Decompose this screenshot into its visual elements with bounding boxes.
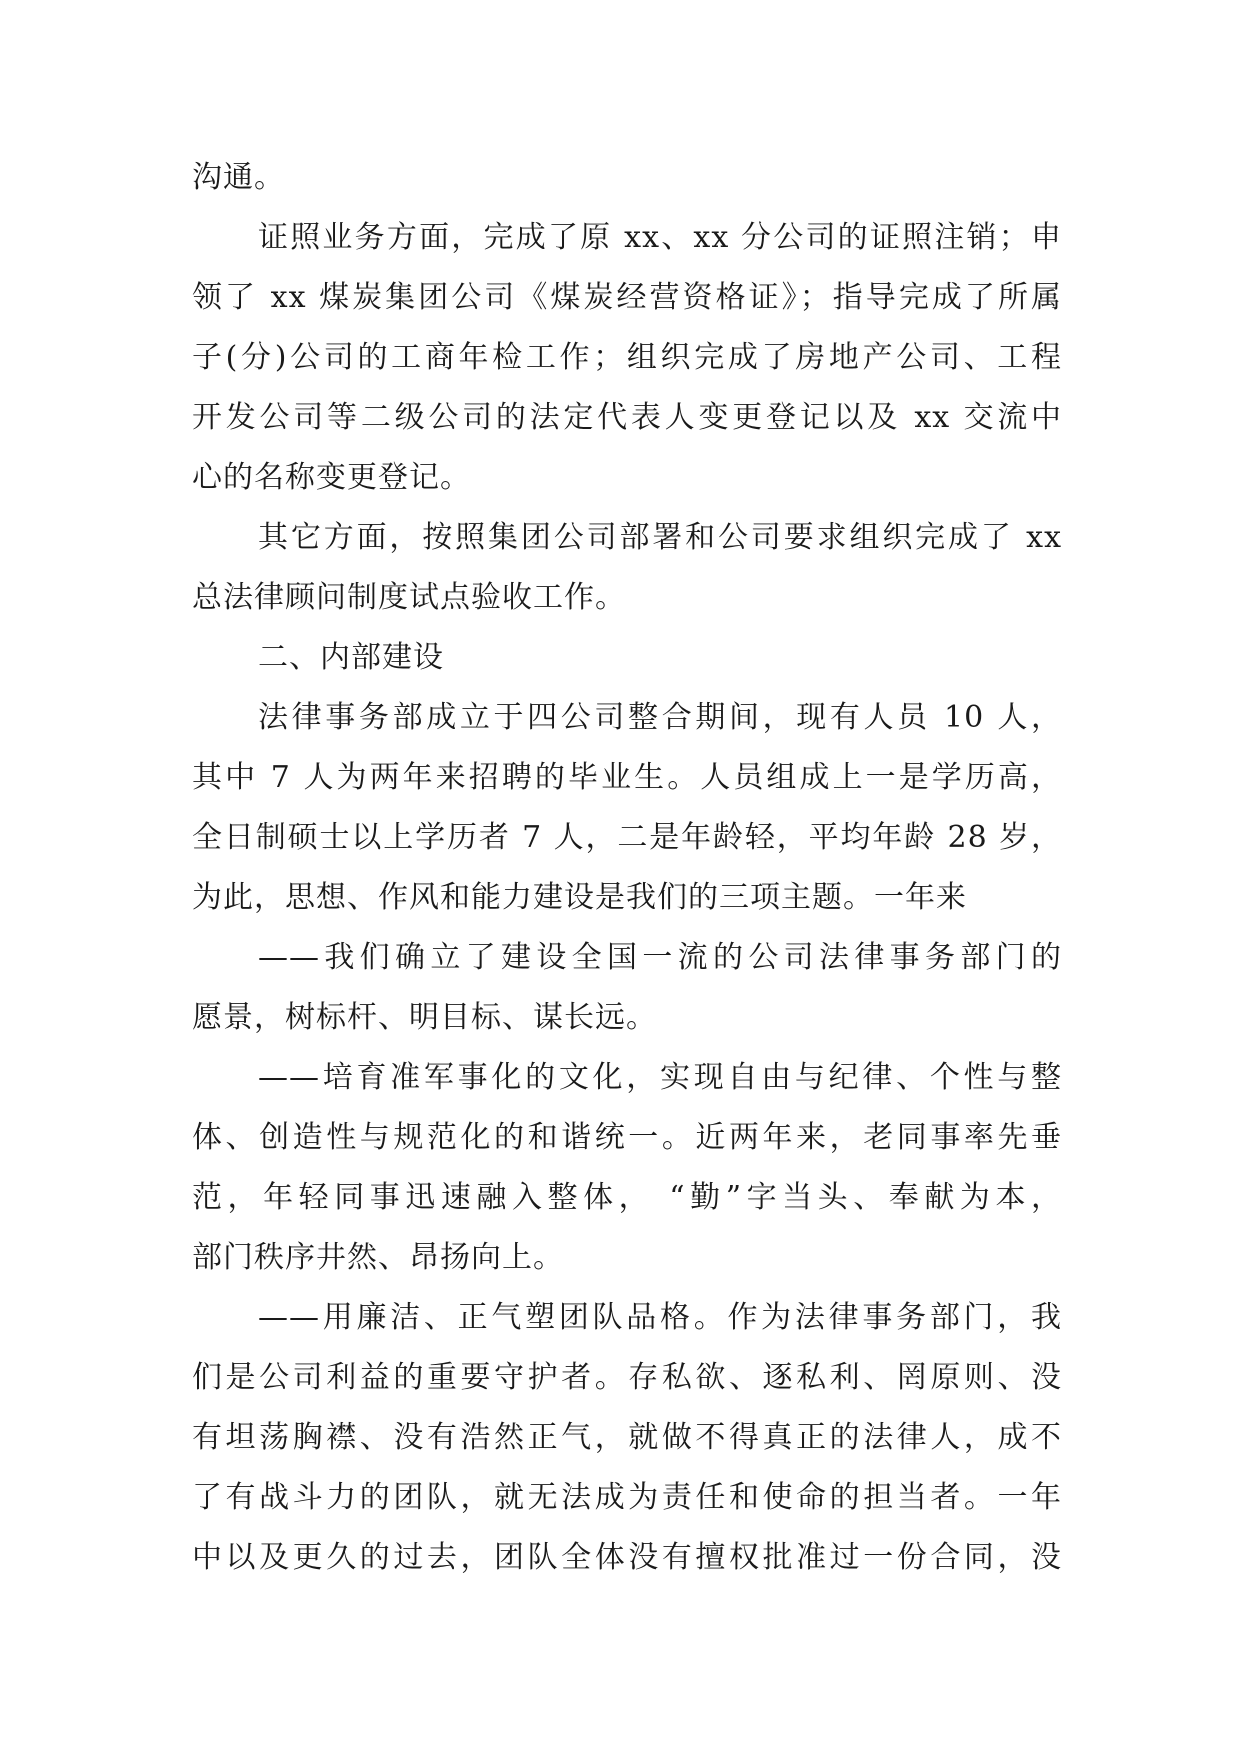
text-line: 总法律顾问制度试点验收工作。: [192, 580, 626, 615]
text-line: 二、内部建设: [258, 640, 444, 675]
text-line: 为此，思想、作风和能力建设是我们的三项主题。一年来: [192, 880, 967, 915]
text-line: 沟通。: [192, 160, 285, 195]
text-line: ——我们确立了建设全国一流的公司法律事务部门的: [258, 940, 1062, 975]
text-line: 证照业务方面，完成了原 xx、xx 分公司的证照注销；申: [258, 220, 1062, 255]
text-line: ——培育准军事化的文化，实现自由与纪律、个性与整: [258, 1060, 1062, 1095]
text-line: 们是公司利益的重要守护者。存私欲、逐私利、罔原则、没: [192, 1360, 1062, 1395]
text-line: 全日制硕士以上学历者 7 人，二是年龄轻，平均年龄 28 岁，: [192, 820, 1062, 855]
text-line: ——用廉洁、正气塑团队品格。作为法律事务部门，我: [258, 1300, 1062, 1335]
text-line: 开发公司等二级公司的法定代表人变更登记以及 xx 交流中: [192, 400, 1062, 435]
text-line: 心的名称变更登记。: [192, 460, 471, 495]
text-line: 了有战斗力的团队，就无法成为责任和使命的担当者。一年: [192, 1480, 1062, 1515]
text-line: 愿景，树标杆、明目标、谋长远。: [192, 1000, 657, 1035]
text-line: 法律事务部成立于四公司整合期间，现有人员 10 人，: [258, 700, 1062, 735]
text-line: 其它方面，按照集团公司部署和公司要求组织完成了 xx: [258, 520, 1062, 555]
text-line: 其中 7 人为两年来招聘的毕业生。人员组成上一是学历高，: [192, 760, 1062, 795]
text-line: 有坦荡胸襟、没有浩然正气，就做不得真正的法律人，成不: [192, 1420, 1062, 1455]
text-line: 范，年轻同事迅速融入整体， “勤”字当头、奉献为本，: [192, 1180, 1062, 1215]
text-line: 体、创造性与规范化的和谐统一。近两年来，老同事率先垂: [192, 1120, 1062, 1155]
text-line: 部门秩序井然、昂扬向上。: [192, 1240, 564, 1275]
text-line: 中以及更久的过去，团队全体没有擅权批准过一份合同，没: [192, 1540, 1062, 1575]
text-line: 领了 xx 煤炭集团公司《煤炭经营资格证》；指导完成了所属: [192, 280, 1062, 315]
document-body: [192, 148, 1062, 1588]
text-line: 子(分)公司的工商年检工作；组织完成了房地产公司、工程: [192, 340, 1062, 375]
